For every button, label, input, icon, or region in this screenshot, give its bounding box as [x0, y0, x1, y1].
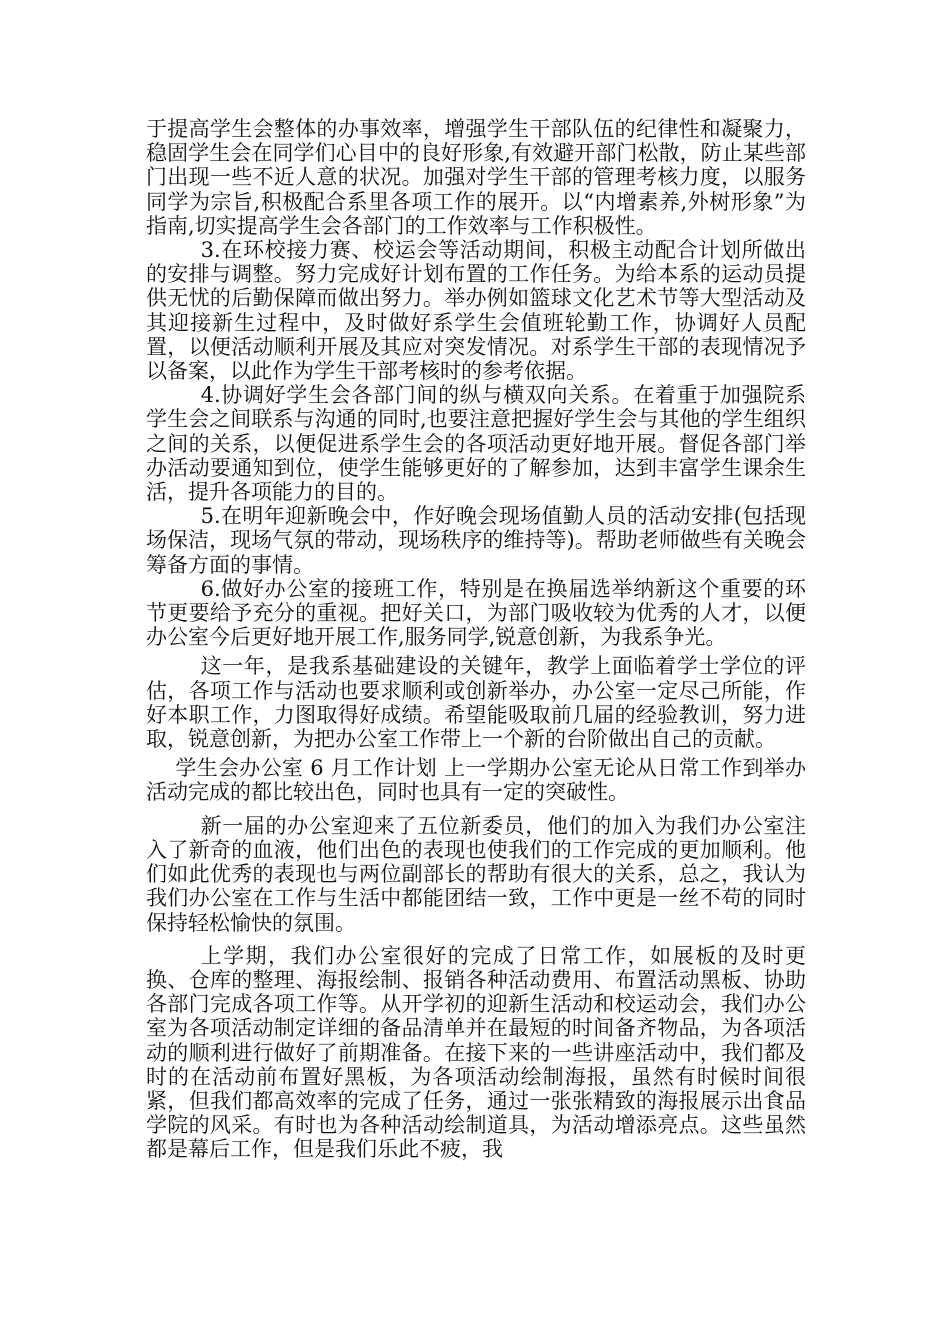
- paragraph-new-members: 新一届的办公室迎来了五位新委员，他们的加入为我们办公室注入了新奇的血液，他们出色的表现也使我们的工作完成的更加顺利。他们如此优秀的表现也与两位副部长的帮助有很大的关系，总之，我认为我们办公室在工作与生活中都能团结一致，工作中更是一丝不苟的同时保持轻松愉快的氛围。: [146, 813, 806, 935]
- paragraph-item-5: 5.在明年迎新晚会中，作好晚会现场值勤人员的活动安排(包括现场保洁，现场气氛的带动，现场秩序的维持等)。帮助老师做些有关晚会筹备方面的事情。: [146, 504, 806, 577]
- paragraph-item-6: 6.做好办公室的接班工作，特别是在换届选举纳新这个重要的环节更要给予充分的重视。把好关口，为部门吸收较为优秀的人才，以便办公室今后更好地开展工作,服务同学,锐意创新，为我系争光。: [146, 576, 806, 650]
- paragraph-continuation: 于提高学生会整体的办事效率，增强学生干部队伍的纪律性和凝聚力，稳固学生会在同学们心目中的良好形象,有效避开部门松散，防止某些部门出现一些不近人意的状况。加强对学生干部的管理考核力度，以服务同学为宗旨,积极配合系里各项工作的展开。以“内增素养,外树形象”为指南,切实提高学生会各部门的工作效率与工作积极性。: [146, 117, 806, 238]
- paragraph-year-summary: 这一年，是我系基础建设的关键年，教学上面临着学士学位的评估，各项工作与活动也要求顺利或创新举办，办公室一定尽己所能，作好本职工作，力图取得好成绩。希望能吸取前几届的经验教训，努力进取，锐意创新，为把办公室工作带上一个新的台阶做出自己的贡献。: [146, 654, 806, 752]
- paragraph-item-3: 3.在环校接力赛、校运会等活动期间，积极主动配合计划所做出的安排与调整。努力完成好计划布置的工作任务。为给本系的运动员提供无忧的后勤保障而做出努力。举办例如篮球文化艺术节等大型活动及其迎接新生过程中，及时做好系学生会值班轮勤工作，协调好人员配置，以便活动顺利开展及其应对突发情况。对系学生干部的表现情况予以备案，以此作为学生干部考核时的参考依据。: [146, 238, 806, 384]
- paragraph-last-semester: 上学期，我们办公室很好的完成了日常工作，如展板的及时更换、仓库的整理、海报绘制、报销各种活动费用、布置活动黑板、协助各部门完成各项工作等。从开学初的迎新生活动和校运动会，我们办公室为各项活动制定详细的备品清单并在最短的时间备齐物品，为各项活动的顺利进行做好了前期准备。在接下来的一些讲座活动中，我们都及时的在活动前布置好黑板，为各项活动绘制海报，虽然有时候时间很紧，但我们都高效率的完成了任务，通过一张张精致的海报展示出食品学院的风采。有时也为各种活动绘制道具，为活动增添亮点。这些虽然都是幕后工作，但是我们乐此不疲，我: [146, 943, 806, 1162]
- paragraph-plan-heading: 学生会办公室 6 月工作计划 上一学期办公室无论从日常工作到举办活动完成的都比较出色，同时也具有一定的突破性。: [146, 756, 806, 805]
- paragraph-item-4: 4.协调好学生会各部门间的纵与横双向关系。在着重于加强院系学生会之间联系与沟通的同时,也要注意把握好学生会与其他的学生组织之间的关系，以便促进系学生会的各项活动更好地开展。督促各部门举办活动要通知到位，使学生能够更好的了解参加，达到丰富学生课余生活，提升各项能力的目的。: [146, 383, 806, 505]
- document-body: [146, 117, 806, 1162]
